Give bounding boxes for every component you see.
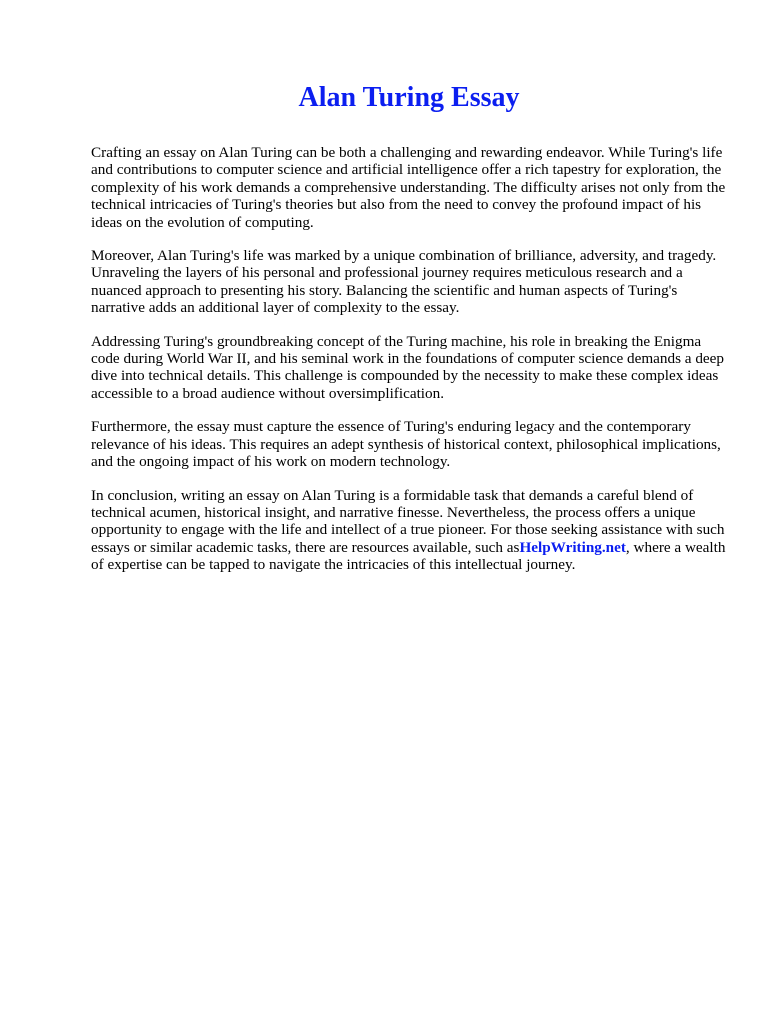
paragraph-technical: Addressing Turing's groundbreaking concept of the Turing machine, his role in breaking the Enigma code during World War II, and his seminal work in the foundations of computer science demands a deep dive into technical details. This challenge is compounded by the necessity to make these complex ideas accessible to a broad audience without oversimplification. [91,332,725,402]
paragraph-conclusion [91,487,731,574]
document-title: Alan Turing Essay [298,82,520,113]
paragraph-intro: Crafting an essay on Alan Turing can be both a challenging and rewarding endeavor. While Turing's life and contributions to computer science and artificial intelligence offer a rich tapestry for exploration, the complexity of his work demands a comprehensive understanding. The difficulty arises not only from the technical intricacies of Turing's theories but also from the need to convey the profound impact of his ideas on the evolution of computing. [91,144,726,231]
document-body [91,144,731,590]
paragraph-legacy: Furthermore, the essay must capture the essence of Turing's enduring legacy and the contemporary relevance of his ideas. This requires an adept synthesis of historical context, philosophical implications, and the ongoing impact of his work on modern technology. [91,418,721,471]
conclusion-text-end: , where a wealth of expertise can be tapped to navigate the intricacies of this intellectual journey. [91,538,726,574]
paragraph-life: Moreover, Alan Turing's life was marked by a unique combination of brilliance, adversity, and tragedy. Unraveling the layers of his personal and professional journey requires meticulous research and a nuanced approach to presenting his story. Balancing the scientific and human aspects of Turing's narrative adds an additional layer of complexity to the essay. [91,247,717,317]
conclusion-text: In conclusion, writing an essay on Alan Turing is a formidable task that demands a careful blend of technical acumen, historical insight, and narrative finesse. Nevertheless, the process offers a unique opportunity to engage with the life and intellect of a true pioneer. For those seeking assistance with such essays or similar academic tasks, there are resources available, such as [91,486,725,556]
helpwriting-link[interactable]: HelpWriting.net [519,538,626,556]
